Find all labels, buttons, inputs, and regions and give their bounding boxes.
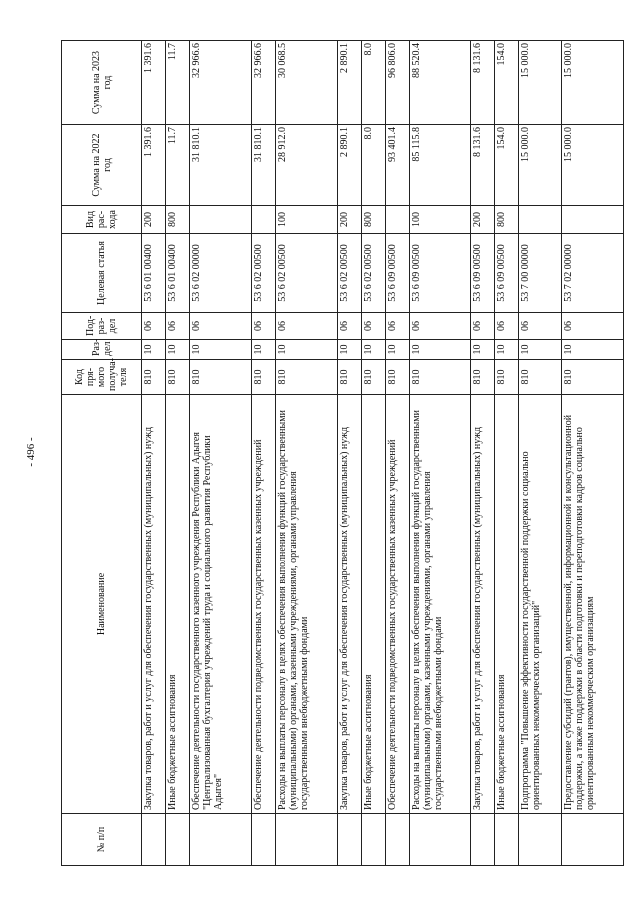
table-row — [495, 41, 519, 866]
cell-subsection: 06 — [495, 313, 519, 340]
cell-section: 10 — [190, 340, 252, 360]
cell-num — [275, 814, 337, 866]
cell-subsection: 06 — [166, 313, 190, 340]
cell-section: 10 — [471, 340, 495, 360]
cell-sum-2023: 1 391.6 — [142, 41, 166, 125]
cell-num — [471, 814, 495, 866]
cell-section: 10 — [361, 340, 385, 360]
cell-expense-type: 800 — [361, 206, 385, 234]
cell-name: Закупка товаров, работ и услуг для обеспечения государственных (муниципальных) нужд — [142, 395, 166, 814]
cell-recipient-code: 810 — [409, 360, 471, 395]
cell-sum-2023: 96 806.0 — [385, 41, 409, 125]
cell-recipient-code: 810 — [471, 360, 495, 395]
cell-recipient-code: 810 — [166, 360, 190, 395]
cell-target: 53 6 02 00500 — [251, 234, 275, 313]
cell-recipient-code: 810 — [562, 360, 624, 395]
cell-recipient-code: 810 — [337, 360, 361, 395]
cell-target: 53 7 00 00000 — [519, 234, 562, 313]
cell-sum-2022: 8 131.6 — [471, 125, 495, 206]
cell-name: Закупка товаров, работ и услуг для обеспечения государственных (муниципальных) нужд — [471, 395, 495, 814]
cell-name: Обеспечение деятельности подведомственных государственных казенных учреждений — [251, 395, 275, 814]
table-row — [409, 41, 471, 866]
cell-num — [409, 814, 471, 866]
cell-num — [361, 814, 385, 866]
cell-sum-2023: 2 890.1 — [337, 41, 361, 125]
cell-name: Закупка товаров, работ и услуг для обеспечения государственных (муниципальных) нужд — [337, 395, 361, 814]
cell-num — [495, 814, 519, 866]
table-row — [275, 41, 337, 866]
cell-sum-2023: 11.7 — [166, 41, 190, 125]
cell-subsection: 06 — [251, 313, 275, 340]
cell-name: Иные бюджетные ассигнования — [361, 395, 385, 814]
cell-recipient-code: 810 — [495, 360, 519, 395]
cell-expense-type — [562, 206, 624, 234]
cell-expense-type: 100 — [409, 206, 471, 234]
cell-name: Иные бюджетные ассигнования — [166, 395, 190, 814]
cell-num — [337, 814, 361, 866]
table-row — [251, 41, 275, 866]
table-row — [337, 41, 361, 866]
cell-target: 53 6 01 00400 — [166, 234, 190, 313]
table-header-row — [62, 41, 142, 866]
cell-section: 10 — [385, 340, 409, 360]
cell-num — [562, 814, 624, 866]
cell-sum-2023: 15 000.0 — [519, 41, 562, 125]
cell-sum-2022: 85 115.8 — [409, 125, 471, 206]
cell-subsection: 06 — [409, 313, 471, 340]
cell-target: 53 6 09 00500 — [385, 234, 409, 313]
header-subsection: Под-раз-дел — [62, 313, 142, 340]
cell-name: Обеспечение деятельности подведомственных государственных казенных учреждений — [385, 395, 409, 814]
cell-recipient-code: 810 — [275, 360, 337, 395]
table-row — [471, 41, 495, 866]
cell-sum-2023: 8 131.6 — [471, 41, 495, 125]
cell-target: 53 6 02 00500 — [275, 234, 337, 313]
cell-expense-type — [519, 206, 562, 234]
cell-expense-type — [385, 206, 409, 234]
cell-subsection: 06 — [190, 313, 252, 340]
cell-subsection: 06 — [275, 313, 337, 340]
cell-subsection: 06 — [142, 313, 166, 340]
cell-sum-2023: 154.0 — [495, 41, 519, 125]
cell-sum-2022: 1 391.6 — [142, 125, 166, 206]
cell-target: 53 6 09 00500 — [471, 234, 495, 313]
cell-expense-type: 800 — [166, 206, 190, 234]
cell-sum-2022: 31 810.1 — [190, 125, 252, 206]
cell-recipient-code: 810 — [361, 360, 385, 395]
page-number: - 496 - — [25, 437, 37, 467]
cell-name: Предоставление субсидий (грантов), имущественной, информационной и консультационной поддержки, а также поддержки в области подготовки и переподготовки кадров социально ориентированным некоммерческим организациям — [562, 395, 624, 814]
cell-section: 10 — [337, 340, 361, 360]
header-target: Целевая статья — [62, 234, 142, 313]
table-row — [562, 41, 624, 866]
cell-expense-type — [251, 206, 275, 234]
cell-subsection: 06 — [471, 313, 495, 340]
cell-expense-type — [190, 206, 252, 234]
cell-section: 10 — [519, 340, 562, 360]
table-row — [519, 41, 562, 866]
cell-target: 53 6 09 00500 — [409, 234, 471, 313]
cell-sum-2022: 8.0 — [361, 125, 385, 206]
cell-num — [166, 814, 190, 866]
table-row — [361, 41, 385, 866]
cell-target: 53 6 01 00400 — [142, 234, 166, 313]
cell-recipient-code: 810 — [142, 360, 166, 395]
cell-section: 10 — [142, 340, 166, 360]
cell-num — [251, 814, 275, 866]
cell-expense-type: 800 — [495, 206, 519, 234]
header-expense-type: Вид рас-хода — [62, 206, 142, 234]
cell-name: Подпрограмма "Повышение эффективности государственной поддержки социально ориентированных некоммерческих организаций" — [519, 395, 562, 814]
cell-expense-type: 100 — [275, 206, 337, 234]
cell-target: 53 6 02 00500 — [337, 234, 361, 313]
rotated-budget-table-container — [61, 41, 624, 866]
cell-target: 53 6 02 00500 — [361, 234, 385, 313]
cell-expense-type: 200 — [142, 206, 166, 234]
cell-recipient-code: 810 — [519, 360, 562, 395]
cell-sum-2022: 31 810.1 — [251, 125, 275, 206]
cell-target: 53 6 09 00500 — [495, 234, 519, 313]
cell-subsection: 06 — [337, 313, 361, 340]
cell-section: 10 — [275, 340, 337, 360]
cell-num — [190, 814, 252, 866]
cell-target: 53 6 02 00000 — [190, 234, 252, 313]
header-section: Раз-дел — [62, 340, 142, 360]
header-recipient-code: Код пря-мого получа-теля — [62, 360, 142, 395]
table-body — [142, 41, 624, 866]
header-name: Наименование — [62, 395, 142, 814]
cell-subsection: 06 — [385, 313, 409, 340]
table-row — [166, 41, 190, 866]
cell-sum-2023: 15 000.0 — [562, 41, 624, 125]
cell-sum-2022: 15 000.0 — [519, 125, 562, 206]
cell-sum-2023: 88 520.4 — [409, 41, 471, 125]
cell-section: 10 — [409, 340, 471, 360]
cell-subsection: 06 — [562, 313, 624, 340]
cell-recipient-code: 810 — [385, 360, 409, 395]
header-sum-2023: Сумма на 2023 год — [62, 41, 142, 125]
cell-name: Расходы на выплаты персоналу в целях обеспечения выполнения функций государственными (муниципальными) органами, казенными учреждениями, органами управления государственными внебюджетными фондами — [409, 395, 471, 814]
cell-subsection: 06 — [519, 313, 562, 340]
cell-name: Обеспечение деятельности государственного казенного учреждения Республики Адыгея "Централизованная бухгалтерия учреждений труда и социального развития Республики Адыгея" — [190, 395, 252, 814]
cell-sum-2022: 2 890.1 — [337, 125, 361, 206]
cell-sum-2022: 15 000.0 — [562, 125, 624, 206]
cell-sum-2022: 11.7 — [166, 125, 190, 206]
cell-sum-2023: 32 966.6 — [190, 41, 252, 125]
cell-section: 10 — [562, 340, 624, 360]
cell-sum-2023: 30 068.5 — [275, 41, 337, 125]
cell-name: Расходы на выплаты персоналу в целях обеспечения выполнения функций государственными (муниципальными) органами, казенными учреждениями, органами управления государственными внебюджетными фондами — [275, 395, 337, 814]
table-row — [142, 41, 166, 866]
cell-name: Иные бюджетные ассигнования — [495, 395, 519, 814]
cell-num — [142, 814, 166, 866]
cell-num — [385, 814, 409, 866]
header-sum-2022: Сумма на 2022 год — [62, 125, 142, 206]
cell-recipient-code: 810 — [190, 360, 252, 395]
cell-sum-2022: 93 401.4 — [385, 125, 409, 206]
budget-table — [61, 40, 624, 866]
cell-section: 10 — [495, 340, 519, 360]
cell-recipient-code: 810 — [251, 360, 275, 395]
table-row — [190, 41, 252, 866]
cell-sum-2023: 8.0 — [361, 41, 385, 125]
cell-sum-2022: 28 912.0 — [275, 125, 337, 206]
cell-section: 10 — [166, 340, 190, 360]
cell-sum-2022: 154.0 — [495, 125, 519, 206]
cell-target: 53 7 02 00000 — [562, 234, 624, 313]
cell-expense-type: 200 — [471, 206, 495, 234]
cell-expense-type: 200 — [337, 206, 361, 234]
table-row — [385, 41, 409, 866]
header-num: № п/п — [62, 814, 142, 866]
cell-section: 10 — [251, 340, 275, 360]
cell-subsection: 06 — [361, 313, 385, 340]
cell-num — [519, 814, 562, 866]
cell-sum-2023: 32 966.6 — [251, 41, 275, 125]
